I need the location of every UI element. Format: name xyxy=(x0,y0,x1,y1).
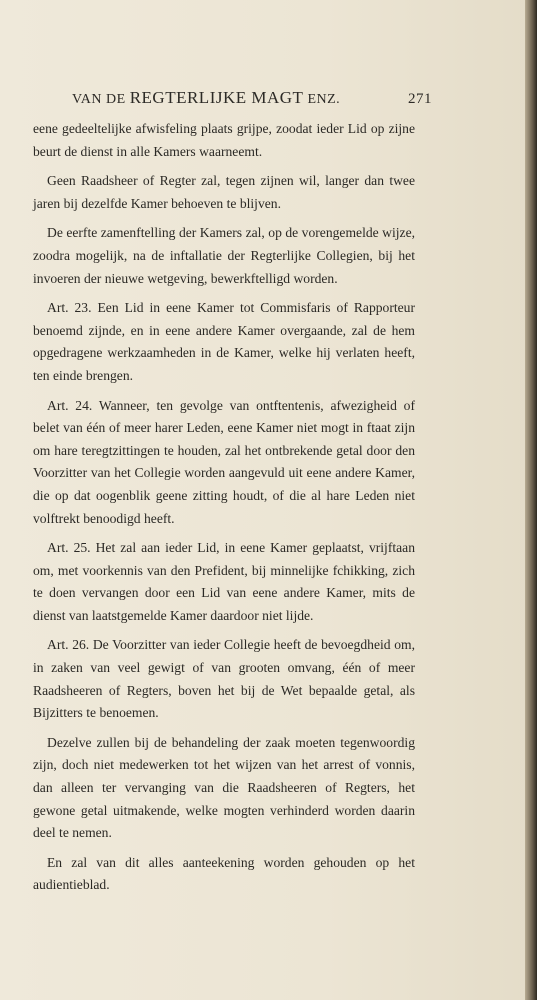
page-number: 271 xyxy=(408,91,432,107)
running-header xyxy=(72,88,432,108)
body-text xyxy=(33,118,415,897)
running-title-prefix: VAN DE xyxy=(72,92,126,107)
running-title-main: REGTERLIJKE MAGT xyxy=(129,88,304,107)
paragraph: En zal van dit alles aanteekening worden gehouden op het audientieblad. xyxy=(33,854,415,893)
paragraph: De eerfte zamenftelling der Kamers zal, op de vorengemelde wijze, zoodra mogelijk, na de inftallatie der Regterlijke Collegien, bij het invoeren der nieuwe wetgeving, bewerkftelligd worden. xyxy=(33,225,415,286)
paragraph: Dezelve zullen bij de behandeling der zaak moeten tegenwoordig zijn, doch niet medewerken tot het wijzen van het arrest of vonnis, dan alleen ter vervanging van die Raadsheeren of Regters, het gewone getal uitmakende, welke mogten verhinderd worden daarin deel te nemen. xyxy=(33,734,415,841)
paragraph: Geen Raadsheer of Regter zal, tegen zijnen wil, langer dan twee jaren bij dezelfde Kamer behoeven te blijven. xyxy=(33,173,415,211)
paragraph: eene gedeeltelijke afwisfeling plaats grijpe, zoodat ieder Lid op zijne beurt de dienst in alle Kamers waarneemt. xyxy=(33,121,415,159)
article-24: Art. 24. Wanneer, ten gevolge van ontftentenis, afwezigheid of belet van één of meer harer Leden, eene Kamer niet mogt in ftaat zijn om hare teregtzittingen te houden, zal het ontbrekende getal door den Voorzitter van het Collegie worden aangevuld uit eene andere Kamer, die op dat oogenblik geene zitting houdt, of die al hare Leden niet volftrekt benoodigd heeft. xyxy=(33,397,415,526)
article-25: Art. 25. Het zal aan ieder Lid, in eene Kamer geplaatst, vrijftaan om, met voorkennis van den Prefident, bij minnelijke fchikking, zich te doen vervangen door een Lid van eene andere Kamer, mits de dienst van laatstgemelde Kamer daardoor niet lijde. xyxy=(33,540,415,623)
article-26: Art. 26. De Voorzitter van ieder Collegie heeft de bevoegdheid om, in zaken van veel gewigt of van grooten omvang, één of meer Raadsheeren of Regters, boven het bij de Wet bepaalde getal, als Bijzitters te benoemen. xyxy=(33,637,415,721)
running-title-suffix: ENZ. xyxy=(307,92,341,107)
running-title xyxy=(72,88,340,108)
book-spine-shadow xyxy=(525,0,537,1000)
article-23: Art. 23. Een Lid in eene Kamer tot Commisfaris of Rapporteur benoemd zijnde, en in eene andere Kamer overgaande, zal de hem opgedragene werkzaamheden in de Kamer, welke hij verlaten heeft, ten einde brengen. xyxy=(33,300,415,383)
